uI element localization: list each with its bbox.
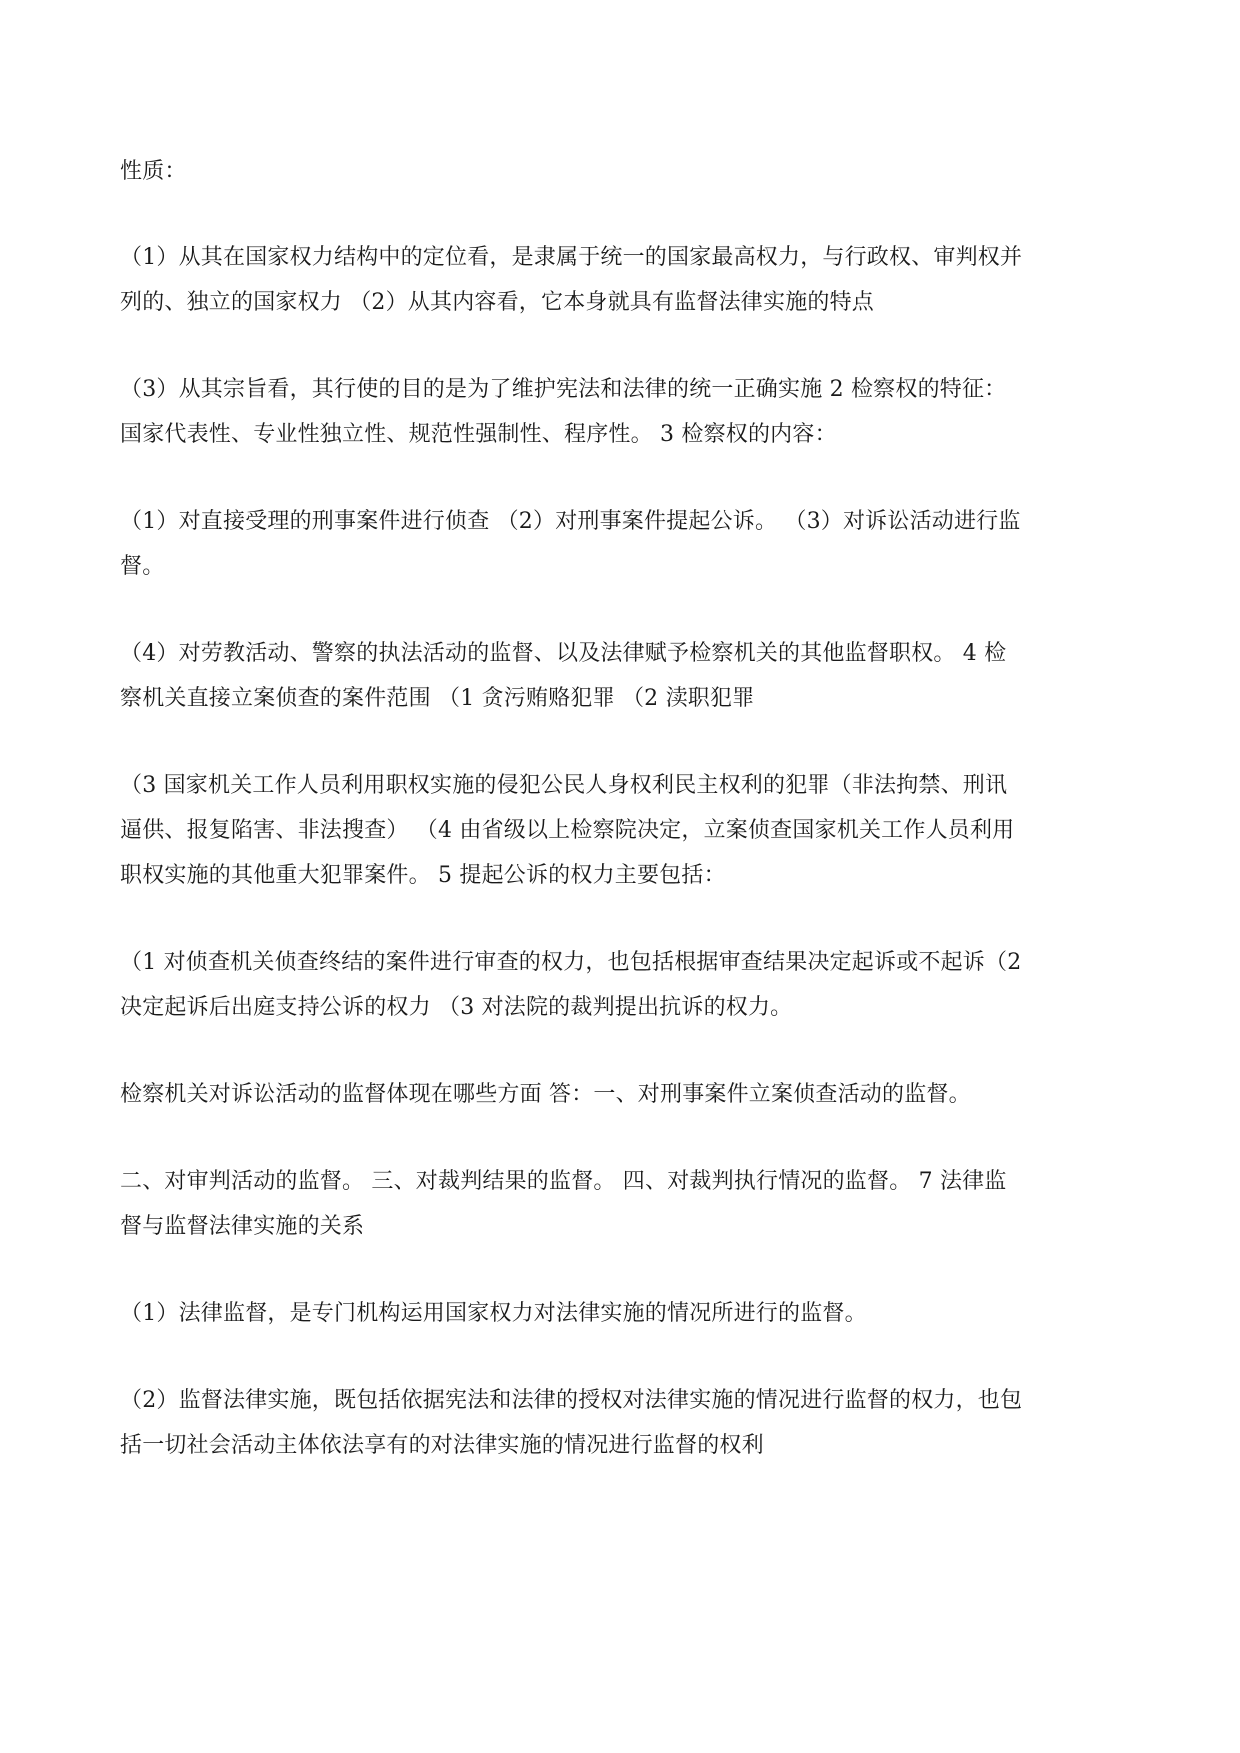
text-line-20: 括一切社会活动主体依法享有的对法律实施的情况进行监督的权利 bbox=[120, 1433, 764, 1458]
text-line-5: 国家代表性、专业性独立性、规范性强制性、程序性。 3 检察权的内容： bbox=[120, 422, 837, 447]
text-line-17: 督与监督法律实施的关系 bbox=[120, 1214, 365, 1239]
text-line-12: 职权实施的其他重大犯罪案件。 5 提起公诉的权力主要包括： bbox=[120, 863, 726, 888]
text-line-2: （1）从其在国家权力结构中的定位看，是隶属于统一的国家最高权力，与行政权、审判权并 bbox=[120, 245, 1023, 270]
text-line-13: （1 对侦查机关侦查终结的案件进行审查的权力，也包括根据审查结果决定起诉或不起诉（2 bbox=[120, 950, 1022, 975]
text-line-10: （3 国家机关工作人员利用职权实施的侵犯公民人身权利民主权利的犯罪（非法拘禁、刑讯 bbox=[120, 773, 1008, 798]
text-line-7: 督。 bbox=[120, 554, 165, 579]
text-line-15: 检察机关对诉讼活动的监督体现在哪些方面 答：一、对刑事案件立案侦查活动的监督。 bbox=[120, 1082, 971, 1107]
text-line-19: （2）监督法律实施，既包括依据宪法和法律的授权对法律实施的情况进行监督的权力，也包 bbox=[120, 1388, 1023, 1413]
text-line-16: 二、对审判活动的监督。 三、对裁判结果的监督。 四、对裁判执行情况的监督。 7 法律监 bbox=[120, 1169, 1007, 1194]
text-line-1: 性质： bbox=[120, 159, 187, 184]
text-line-18: （1）法律监督，是专门机构运用国家权力对法律实施的情况所进行的监督。 bbox=[120, 1301, 867, 1326]
text-line-14: 决定起诉后出庭支持公诉的权力 （3 对法院的裁判提出抗诉的权力。 bbox=[120, 995, 793, 1020]
text-line-11: 逼供、报复陷害、非法搜查） （4 由省级以上检察院决定，立案侦查国家机关工作人员利用 bbox=[120, 818, 1015, 843]
text-line-9: 察机关直接立案侦查的案件范围 （1 贪污贿赂犯罪 （2 渎职犯罪 bbox=[120, 686, 755, 711]
text-line-8: （4）对劳教活动、警察的执法活动的监督、以及法律赋予检察机关的其他监督职权。 4 检 bbox=[120, 641, 1007, 666]
text-line-4: （3）从其宗旨看，其行使的目的是为了维护宪法和法律的统一正确实施 2 检察权的特征： bbox=[120, 377, 1007, 402]
text-line-6: （1）对直接受理的刑事案件进行侦查 （2）对刑事案件提起公诉。 （3）对诉讼活动进行监 bbox=[120, 509, 1021, 534]
text-line-3: 列的、独立的国家权力 （2）从其内容看，它本身就具有监督法律实施的特点 bbox=[120, 290, 874, 315]
